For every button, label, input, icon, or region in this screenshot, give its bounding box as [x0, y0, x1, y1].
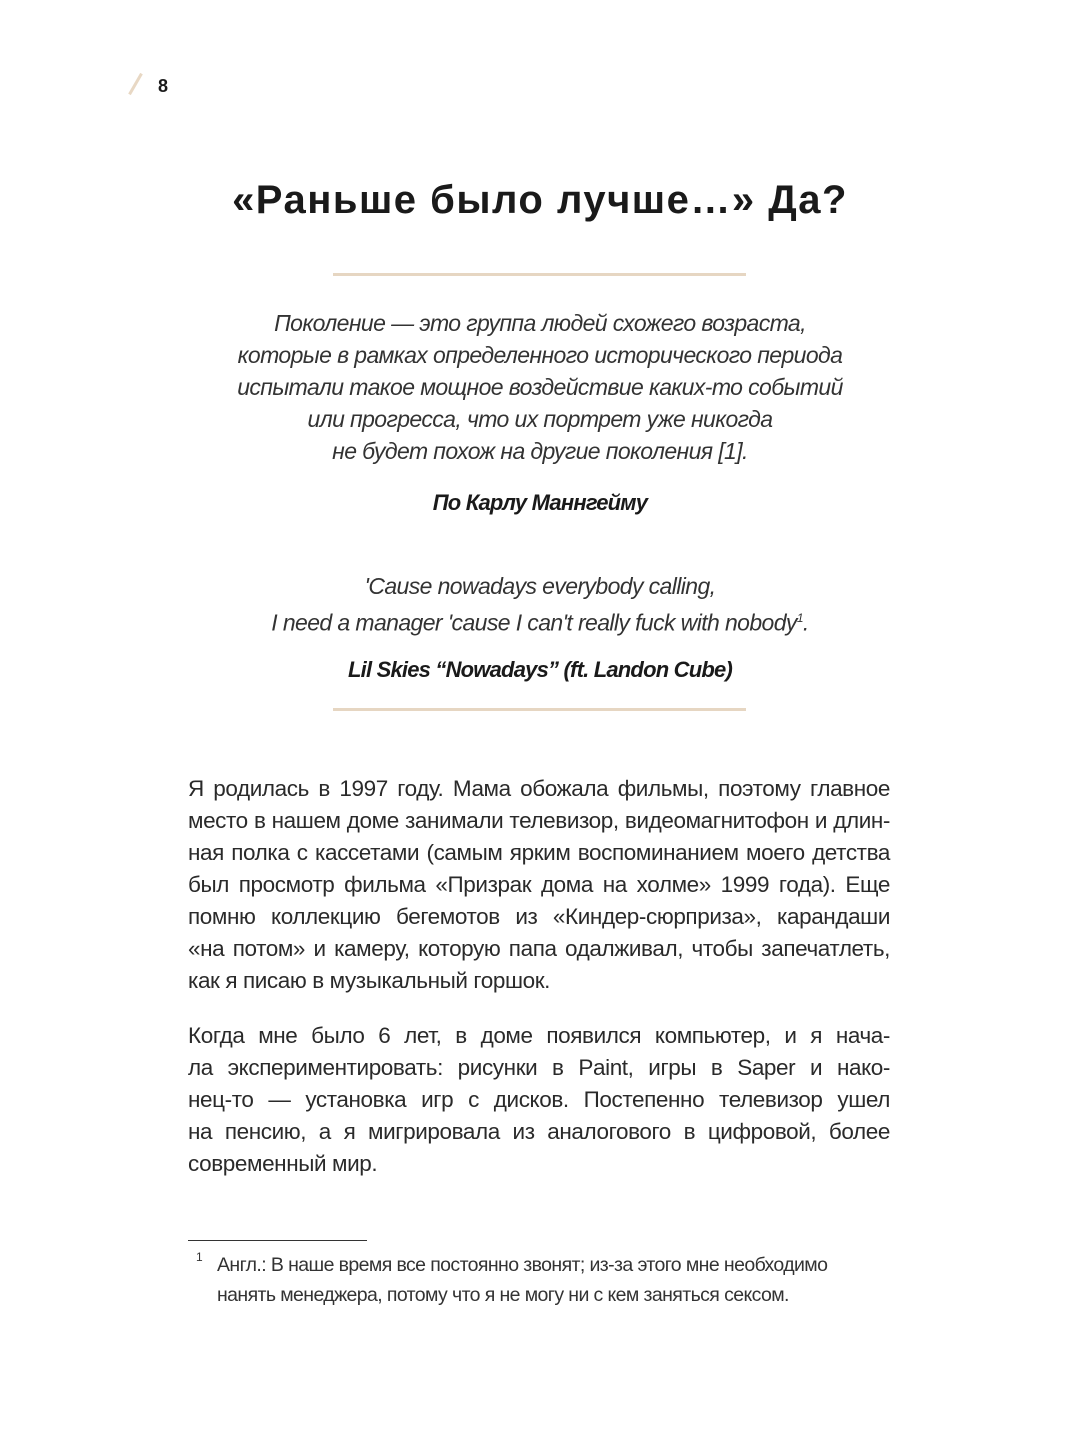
chapter-title: «Раньше было лучше…» Да? — [232, 178, 848, 222]
lyrics-attribution: Lil Skies “Nowadays” (ft. Landon Cube) — [348, 657, 732, 682]
epigraph-quote — [0, 307, 1080, 467]
epigraph-line: которые в рамках определенного исторического периода — [237, 342, 843, 368]
divider-top — [333, 273, 746, 276]
lyrics-quote — [0, 570, 1080, 639]
epigraph-attribution: По Карлу Маннгейму — [432, 490, 648, 515]
footnote-mark: 1 — [196, 1250, 203, 1264]
epigraph-line: испытали такое мощное воздействие каких-то событий — [237, 374, 843, 400]
footnote-separator — [188, 1240, 367, 1241]
page-number: 8 — [158, 76, 169, 96]
body-paragraph-1: Я родилась в 1997 году. Мама обожала фильмы, поэтому главное место в нашем доме занимали телевизор, видеомагнитофон и длин- ная полка с кассетами (самым ярким воспоминанием моего детства был просмотр фильма «Призрак дома на холме» 1999 года). Еще помню коллекцию бегемотов из «Киндер-сюрприза», карандаши «на потом» и камеру, которую папа одалживал, чтобы запечатлеть, как я писаю в музыкальный горшок. — [188, 776, 890, 993]
footnote-text: Англ.: В наше время все постоянно звонят; из-за этого мне необходимо нанять менеджера, потому что я не могу ни с кем заняться сексом. — [217, 1254, 828, 1306]
body-paragraph-2: Когда мне было 6 лет, в доме появился компьютер, и я нача- ла экспериментировать: рисунки в Paint, игры в Saper и нако- нец-то — установка игр с дисков. Постепенно телевизор ушел на пенсию, а я мигрировала из аналогового в цифровой, более современный мир. — [188, 1023, 890, 1176]
footnote-reference[interactable]: 1 — [796, 611, 803, 625]
divider-bottom — [333, 708, 746, 711]
epigraph-line: или прогресса, что их портрет уже никогда — [307, 406, 773, 432]
lyrics-line: I need a manager 'cause I can't really fuck with nobody$^1$. — [271, 609, 809, 636]
epigraph-line: не будет похож на другие поколения [1]. — [332, 438, 748, 464]
lyrics-line: 'Cause nowadays everybody calling, — [364, 573, 716, 599]
page-number-slash-decoration — [128, 73, 143, 95]
epigraph-line: Поколение — это группа людей схожего возраста, — [274, 310, 806, 336]
